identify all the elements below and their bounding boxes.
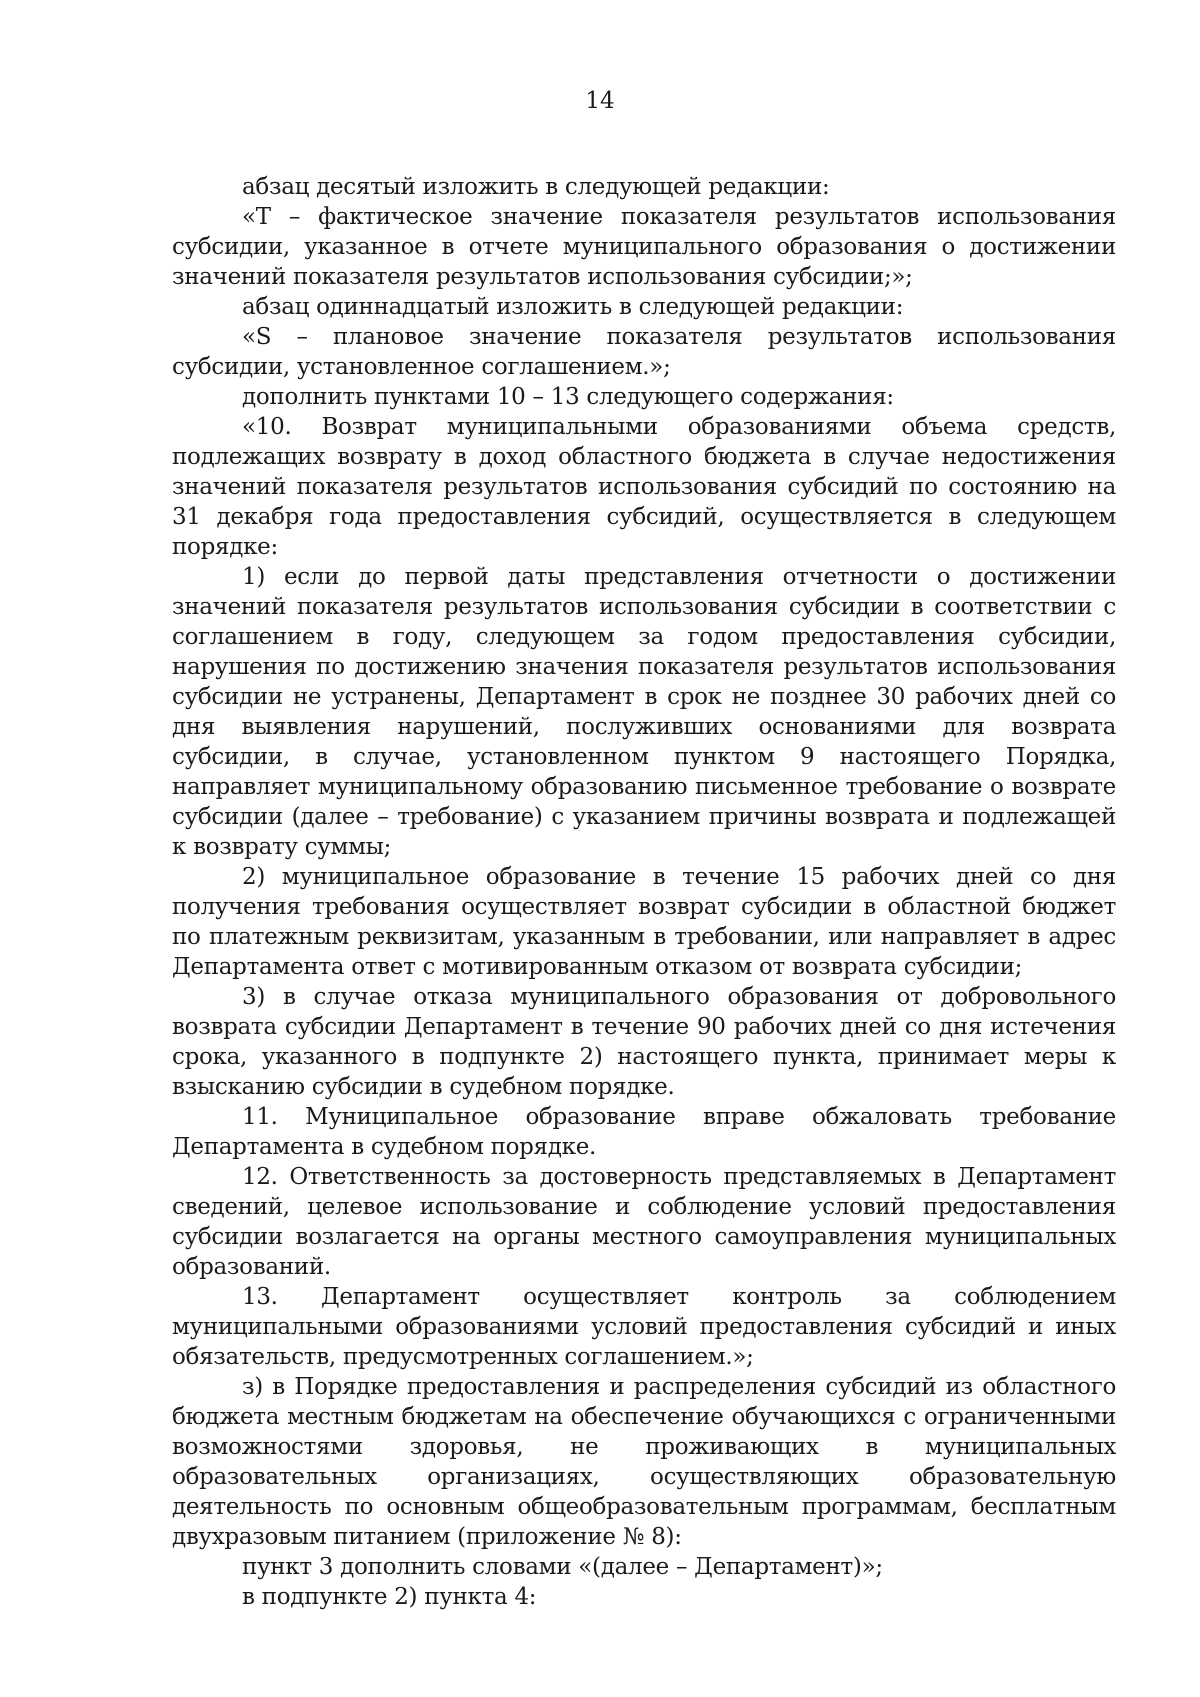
- document-body: [172, 172, 1116, 1612]
- paragraph-4: «S – плановое значение показателя результатов использования субсидии, установленное соглашением.»;: [172, 324, 1116, 380]
- page-number: 14: [585, 88, 615, 114]
- paragraph-1: абзац десятый изложить в следующей редакции:: [242, 174, 830, 200]
- paragraph-6: «10. Возврат муниципальными образованиями объема средств, подлежащих возврату в доход областного бюджета в случае недостижения значений показателя результатов использования субсидий по состоянию на 31 декабря года предоставления субсидий, осуществляется в следующем порядке:: [172, 414, 1116, 560]
- paragraph-13: з) в Порядке предоставления и распределения субсидий из областного бюджета местным бюджетам на обеспечение обучающихся с ограниченными возможностями здоровья, не проживающих в муниципальных образовательных организациях, осуществляющих образовательную деятельность по основным общеобразовательным программам, бесплатным двухразовым питанием (приложение № 8):: [172, 1374, 1116, 1550]
- paragraph-8: 2) муниципальное образование в течение 15 рабочих дней со дня получения требования осуществляет возврат субсидии в областной бюджет по платежным реквизитам, указанным в требовании, или направляет в адрес Департамента ответ с мотивированным отказом от возврата субсидии;: [172, 864, 1116, 980]
- paragraph-7: 1) если до первой даты представления отчетности о достижении значений показателя результатов использования субсидии в соответствии с соглашением в году, следующем за годом предоставления субсидии, нарушения по достижению значения показателя результатов использования субсидии не устранены, Департамент в срок не позднее 30 рабочих дней со дня выявления нарушений, послуживших основаниями для возврата субсидии, в случае, установленном пунктом 9 настоящего Порядка, направляет муниципальному образованию письменное требование о возврате субсидии (далее – требование) с указанием причины возврата и подлежащей к возврату суммы;: [172, 564, 1116, 860]
- paragraph-9: 3) в случае отказа муниципального образования от добровольного возврата субсидии Департамент в течение 90 рабочих дней со дня истечения срока, указанного в подпункте 2) настоящего пункта, принимает меры к взысканию субсидии в судебном порядке.: [172, 984, 1116, 1100]
- paragraph-14: пункт 3 дополнить словами «(далее – Департамент)»;: [242, 1554, 883, 1580]
- paragraph-15: в подпункте 2) пункта 4:: [242, 1584, 537, 1610]
- paragraph-12: 13. Департамент осуществляет контроль за соблюдением муниципальными образованиями условий предоставления субсидий и иных обязательств, предусмотренных соглашением.»;: [172, 1284, 1116, 1370]
- paragraph-5: дополнить пунктами 10 – 13 следующего содержания:: [242, 384, 894, 410]
- paragraph-2: «Т – фактическое значение показателя результатов использования субсидии, указанное в отчете муниципального образования о достижении значений показателя результатов использования субсидии;»;: [172, 204, 1116, 290]
- paragraph-11: 12. Ответственность за достоверность представляемых в Департамент сведений, целевое использование и соблюдение условий предоставления субсидии возлагается на органы местного самоуправления муниципальных образований.: [172, 1164, 1116, 1280]
- paragraph-10: 11. Муниципальное образование вправе обжаловать требование Департамента в судебном порядке.: [172, 1104, 1116, 1160]
- paragraph-3: абзац одиннадцатый изложить в следующей редакции:: [242, 294, 904, 320]
